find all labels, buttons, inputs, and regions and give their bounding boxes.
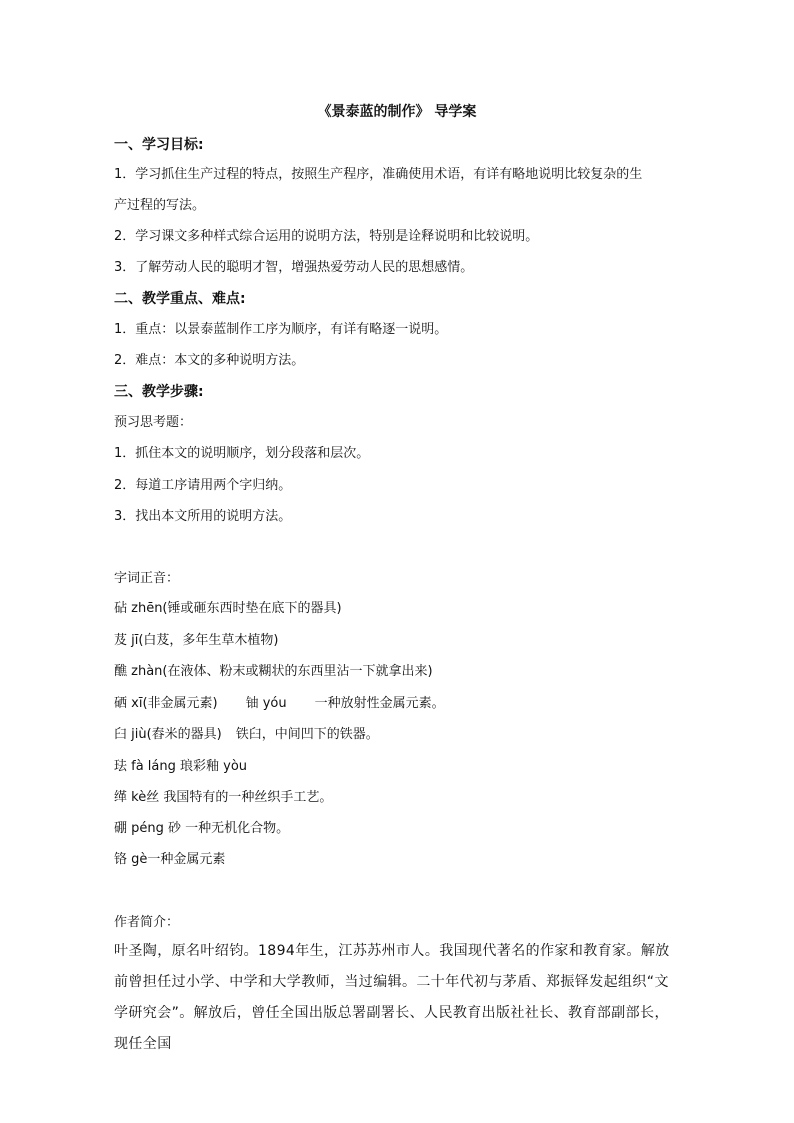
preview-question-1: 1．抓住本文的说明顺序，划分段落和层次。 bbox=[114, 446, 370, 461]
vocab-item-ji: 芨 jī(白芨，多年生草木植物) bbox=[114, 633, 279, 648]
vocab-item-zhen: 砧 zhēn(锤或砸东西时垫在底下的器具) bbox=[114, 601, 342, 616]
author-paragraph: 叶圣陶，原名叶绍钧。1894年生，江苏苏州市人。我国现代著名的作家和教育家。解放前曾担任过小学、中学和大学教师，当过编辑。二十年代初与茅盾、郑振铎发起组织“文学研究会”。解放后，曾任全国出版总署副署长、人民教育出版社社长、教育部副部长，现任全国 bbox=[114, 943, 670, 1052]
key-point-item-2: 2．难点：本文的多种说明方法。 bbox=[114, 353, 305, 368]
vocab-item-you-desc: 一种放射性金属元素。 bbox=[314, 696, 445, 711]
objective-item-1-cont: 产过程的写法。 bbox=[114, 198, 206, 213]
vocab-item-pengsha: 硼 péng 砂 一种无机化合物。 bbox=[114, 821, 290, 836]
author-label: 作者简介： bbox=[114, 915, 180, 930]
preview-question-3: 3．找出本文所用的说明方法。 bbox=[114, 509, 292, 524]
document-title: 《景泰蓝的制作》 导学案 bbox=[317, 104, 477, 120]
vocab-item-jiu-desc: 铁臼，中间凹下的铁器。 bbox=[235, 727, 379, 742]
vocab-item-ge: 铬 gè一种金属元素 bbox=[114, 852, 226, 867]
key-point-item-1: 1．重点：以景泰蓝制作工序为顺序，有详有略逐一说明。 bbox=[114, 322, 448, 337]
vocab-item-jiu: 臼 jiù(舂米的器具) bbox=[114, 727, 222, 742]
vocab-label: 字词正音： bbox=[114, 571, 180, 586]
vocab-item-you: 铀 yóu bbox=[245, 696, 287, 711]
section-heading-objectives: 一、学习目标: bbox=[114, 137, 204, 153]
section-heading-key-points: 二、教学重点、难点: bbox=[114, 291, 246, 307]
vocab-item-xi: 硒 xī(非金属元素) bbox=[114, 696, 218, 711]
vocab-item-kesi: 缂 kè丝 我国特有的一种丝织手工艺。 bbox=[114, 790, 333, 805]
section-heading-steps: 三、教学步骤: bbox=[114, 384, 204, 400]
vocab-item-zhan: 醮 zhàn(在液体、粉末或糊状的东西里沾一下就拿出来) bbox=[114, 664, 433, 679]
objective-item-1: 1．学习抓住生产过程的特点，按照生产程序，准确使用术语，有详有略地说明比较复杂的生 bbox=[114, 167, 643, 182]
objective-item-3: 3．了解劳动人民的聪明才智，增强热爱劳动人民的思想感情。 bbox=[114, 260, 474, 275]
vocab-item-falang: 珐 fà láng 琅彩釉 yòu bbox=[114, 759, 248, 774]
vocab-line-jiu bbox=[114, 725, 684, 745]
vocab-line-xi-you bbox=[114, 694, 684, 714]
objective-item-2: 2．学习课文多种样式综合运用的说明方法，特别是诠释说明和比较说明。 bbox=[114, 229, 539, 244]
preview-question-2: 2．每道工序请用两个字归纳。 bbox=[114, 478, 292, 493]
preview-questions-label: 预习思考题： bbox=[114, 415, 193, 430]
